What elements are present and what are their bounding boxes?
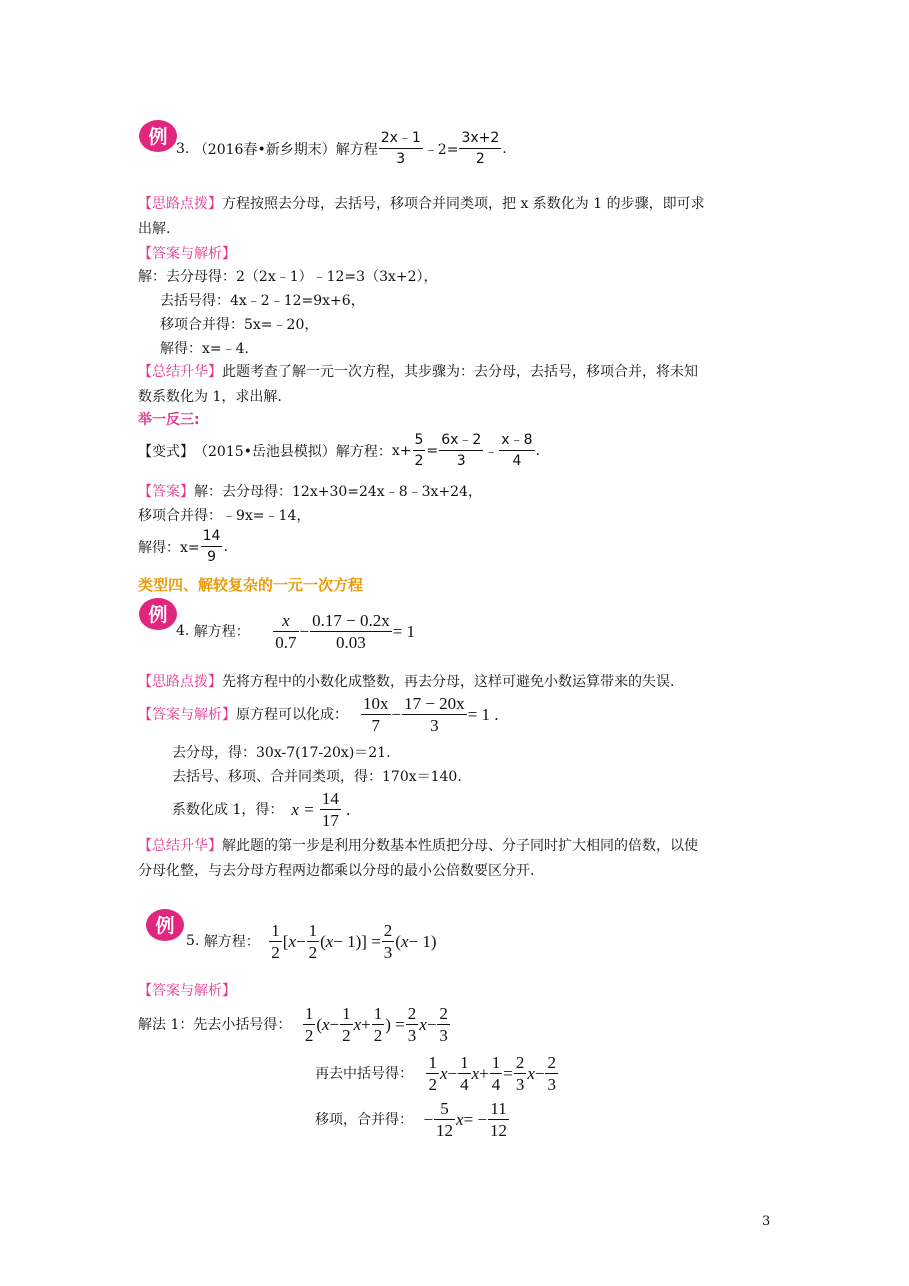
variant-answer-line1: 【答案】解：去分母得：12x+30=24x﹣8﹣3x+24， <box>138 484 482 500</box>
fraction: $\frac{x﹣8}{4}$ <box>501 432 533 469</box>
tip-3-cont: 出解. <box>138 221 171 237</box>
answer-3-line1: 解：去分母得：2（2x﹣1）﹣12=3（3x+2）， <box>138 269 438 285</box>
fraction: $\frac{x}{0.7}$ <box>275 611 297 652</box>
answer-3-line2: 去括号得：4x﹣2﹣12=9x+6， <box>160 293 365 309</box>
summary-3: 【总结升华】此题考查了解一元一次方程，其步骤为：去分母，去括号，移项合并，将未知 <box>138 364 698 380</box>
fraction: $\frac{2x﹣1}{3}$ <box>380 130 421 167</box>
type-4-heading: 类型四、解较复杂的一元一次方程 <box>138 576 364 594</box>
answer-4-line4: 系数化成 1，得： x = $\frac{14}{17}$ . <box>172 789 351 830</box>
tip-3: 【思路点拨】方程按照去分母，去括号，移项合并同类项，把 x 系数化为 1 的步骤，即可求 <box>138 196 705 212</box>
example-badge-icon <box>145 908 185 942</box>
variant-line: 【变式】（2015•岳池县模拟）解方程：x+ $\frac{5}{2}$ = $\frac{6x﹣2}{3}$ ﹣ $\frac{x﹣8}{4}$ . <box>138 432 540 469</box>
badge-label: 例 <box>148 604 168 626</box>
example-badge-icon <box>138 119 178 153</box>
example-5-equation: $\frac{1}{2}$ [x− $\frac{1}{2}$ (x− 1)] = $\frac{2}{3}$ (x− 1) <box>271 921 437 962</box>
page-number: 3 <box>762 1214 771 1229</box>
badge-label: 例 <box>155 915 175 937</box>
fraction: $\frac{14}{9}$ <box>202 528 221 565</box>
summary-4: 【总结升华】解此题的第一步是利用分数基本性质把分母、分子同时扩大相同的倍数，以使 <box>138 838 698 854</box>
answer-3-line3: 移项合并得：5x=﹣20， <box>160 317 319 333</box>
summary-4-cont: 分母化整，与去分母方程两边都乘以分母的最小公倍数要区分开. <box>138 863 535 879</box>
fraction: $\frac{0.17 - 0.2x}{0.03}$ <box>312 611 390 652</box>
answer-3-line4: 解得：x=﹣4. <box>160 341 249 357</box>
tip-4: 【思路点拨】先将方程中的小数化成整数，再去分母，这样可避免小数运算带来的失误. <box>138 674 675 690</box>
answer-4-line1: 【答案与解析】原方程可以化成： $\frac{10x}{7}$ − $\frac{17 - 20x}{3}$ = 1 . <box>138 694 499 735</box>
example-4-line: 4. 解方程： $\frac{x}{0.7}$ − $\frac{0.17 - 0.2x}{0.03}$ = 1 <box>176 611 416 652</box>
answer-5-step2: 再去中括号得： $\frac{1}{2}$ x− $\frac{1}{4}$ x+ $\frac{1}{4}$ = $\frac{2}{3}$ x− $\frac{2}{3}$ <box>315 1053 556 1094</box>
summary-3-cont: 数系数化为 1，求出解. <box>138 389 282 405</box>
answer-5-tag: 【答案与解析】 <box>138 983 236 999</box>
fraction: $\frac{3x+2}{2}$ <box>461 130 500 167</box>
practice-heading: 举一反三: <box>138 412 200 428</box>
example-5-line: 5. 解方程： $\frac{1}{2}$ [x− $\frac{1}{2}$ (x− 1)] = $\frac{2}{3}$ (x− 1) <box>186 921 437 962</box>
fraction: $\frac{10x}{7}$ <box>363 694 389 735</box>
answer-4-line2: 去分母，得：30x-7(17-20x)＝21. <box>172 745 391 761</box>
example-source: （2016春•新乡期末） <box>193 141 336 158</box>
answer-5-method1: 解法 1：先去小括号得： $\frac{1}{2}$ (x− $\frac{1}{2}$ x+ $\frac{1}{2}$ ) = $\frac{2}{3}$ x− $\frac{2}{3}$ <box>138 1004 448 1045</box>
answer-3-tag: 【答案与解析】 <box>138 246 236 262</box>
example-prompt: 解方程 <box>335 141 378 158</box>
fraction: $\frac{17 - 20x}{3}$ <box>404 694 465 735</box>
badge-label: 例 <box>148 126 168 148</box>
variant-answer-line2: 移项合并得：﹣9x=﹣14， <box>138 508 311 524</box>
example-number: 3. <box>176 140 190 157</box>
variant-answer-line3: 解得：x= $\frac{14}{9}$ . <box>138 528 228 565</box>
fraction: $\frac{14}{17}$ <box>321 789 339 830</box>
fraction: $\frac{6x﹣2}{3}$ <box>441 432 482 469</box>
fraction: $\frac{5}{2}$ <box>414 432 424 469</box>
answer-4-line3: 去括号、移项、合并同类项，得：170x＝140. <box>172 769 462 785</box>
example-badge-icon <box>138 597 178 631</box>
answer-5-step3: 移项，合并得： − $\frac{5}{12}$ x= − $\frac{11}{12}$ <box>315 1099 508 1140</box>
example-3-line: 3. （2016春•新乡期末）解方程 $\frac{2x﹣1}{3}$ ﹣2= $\frac{3x+2}{2}$ . <box>176 130 507 167</box>
